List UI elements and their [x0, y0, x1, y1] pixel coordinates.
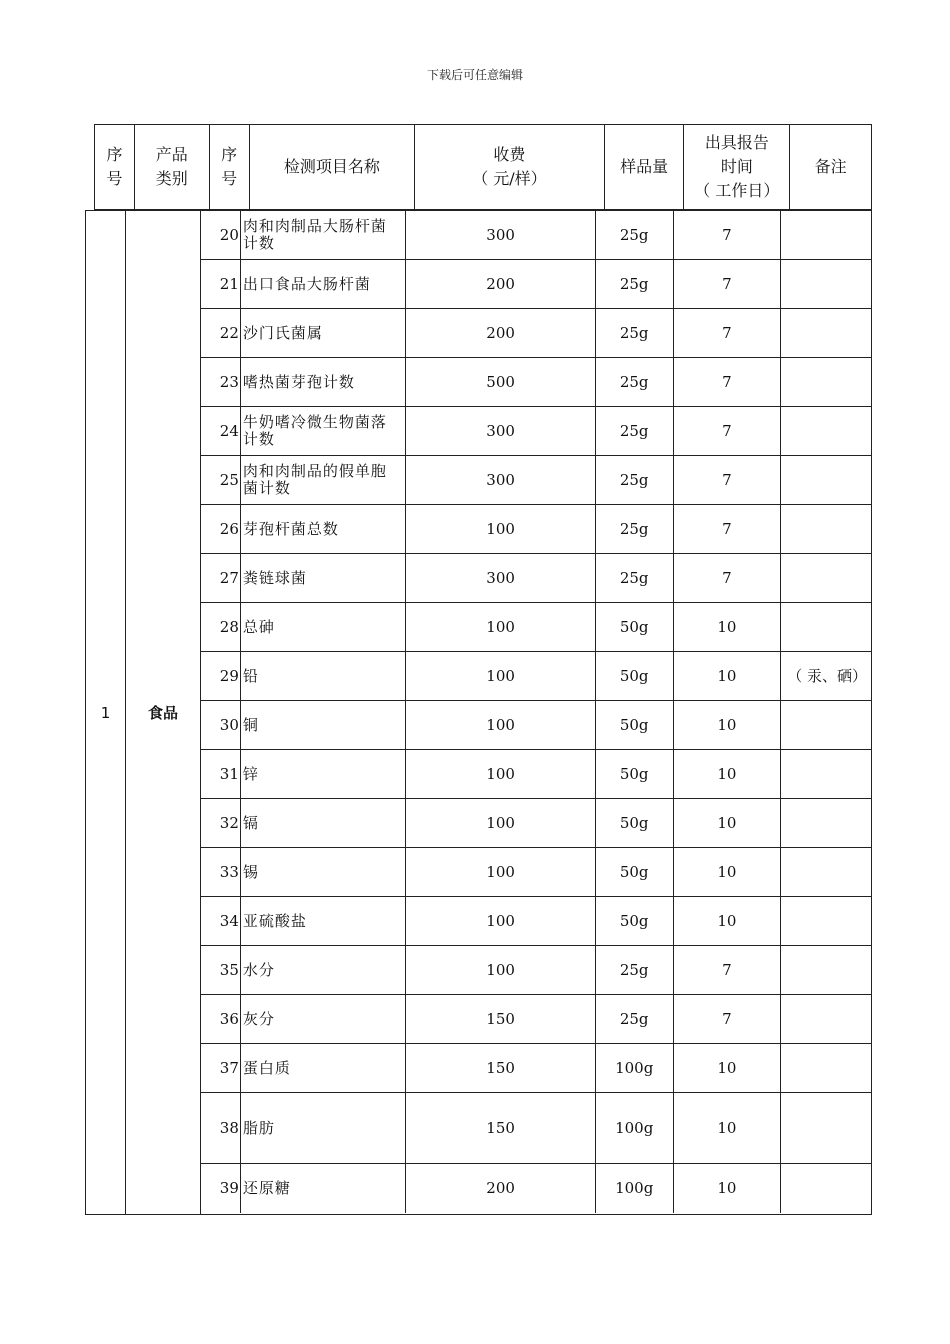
table-row [201, 897, 871, 946]
group-seq: 1 [86, 211, 126, 1214]
item-name-cell: 灰分 [241, 995, 407, 1043]
sample-qty-cell: 25g [596, 456, 674, 504]
item-no-cell: 28 [201, 603, 241, 651]
report-days-cell: 10 [674, 652, 782, 700]
fee-cell: 100 [406, 946, 595, 994]
sample-qty-cell: 50g [596, 848, 674, 896]
report-days-cell: 7 [674, 505, 782, 553]
item-no-cell: 25 [201, 456, 241, 504]
report-days-cell: 7 [674, 456, 782, 504]
report-days-cell: 7 [674, 260, 782, 308]
fee-cell: 500 [406, 358, 595, 406]
sample-qty-cell: 25g [596, 309, 674, 357]
header-item-name: 检测项目名称 [250, 125, 416, 209]
item-name-cell: 总砷 [241, 603, 407, 651]
fee-cell: 200 [406, 1164, 595, 1213]
note-cell [781, 750, 871, 798]
report-days-cell: 7 [674, 995, 782, 1043]
note-cell [781, 1044, 871, 1092]
note-cell [781, 554, 871, 602]
item-no-cell: 26 [201, 505, 241, 553]
item-name-cell: 嗜热菌芽孢计数 [241, 358, 407, 406]
watermark-text: 下载后可任意编辑 [426, 68, 523, 82]
item-name-cell: 出口食品大肠杆菌 [241, 260, 407, 308]
fee-cell: 300 [406, 407, 595, 455]
report-days-cell: 7 [674, 309, 782, 357]
note-cell: （ 汞、硒） [787, 666, 868, 685]
item-no-cell: 31 [201, 750, 241, 798]
note-cell [781, 407, 871, 455]
header-category: 产品 类别 [135, 125, 210, 209]
table-row [201, 799, 871, 848]
header-fee: 收费 （ 元/样） [415, 125, 605, 209]
item-name-cell: 亚硫酸盐 [241, 897, 407, 945]
header-seq: 序 号 [95, 125, 135, 209]
note-cell [781, 799, 871, 847]
report-days-cell: 10 [674, 603, 782, 651]
fee-cell: 100 [406, 701, 595, 749]
fee-cell: 150 [406, 995, 595, 1043]
note-cell [781, 848, 871, 896]
table-row [201, 1093, 871, 1164]
table-row [201, 211, 871, 260]
sample-qty-cell: 25g [596, 358, 674, 406]
fee-cell: 100 [406, 799, 595, 847]
item-no-cell: 27 [201, 554, 241, 602]
report-days-cell: 7 [674, 554, 782, 602]
item-no-cell: 38 [201, 1093, 241, 1163]
table-row [201, 407, 871, 456]
table-row [201, 1164, 871, 1213]
fee-cell: 100 [406, 848, 595, 896]
table-body [85, 210, 872, 1215]
sample-qty-cell: 50g [596, 652, 674, 700]
table-row [201, 260, 871, 309]
item-rows [201, 211, 871, 1213]
item-no-cell: 32 [201, 799, 241, 847]
report-days-cell: 10 [674, 1093, 782, 1163]
fee-cell: 150 [406, 1093, 595, 1163]
fee-cell: 200 [406, 260, 595, 308]
fee-cell: 100 [406, 603, 595, 651]
item-no-cell: 34 [201, 897, 241, 945]
item-no-cell: 22 [201, 309, 241, 357]
item-name-cell: 镉 [241, 799, 407, 847]
table-header [94, 124, 872, 210]
note-cell [781, 505, 871, 553]
note-cell [781, 603, 871, 651]
table-row [201, 946, 871, 995]
item-no-cell: 37 [201, 1044, 241, 1092]
sample-qty-cell: 25g [596, 407, 674, 455]
note-cell [781, 701, 871, 749]
note-cell [781, 1093, 871, 1163]
item-name-cell: 铜 [241, 701, 407, 749]
report-days-cell: 7 [674, 407, 782, 455]
table-row [201, 603, 871, 652]
sample-qty-cell: 50g [596, 799, 674, 847]
sample-qty-cell: 100g [596, 1164, 674, 1213]
item-no-cell: 20 [201, 211, 241, 259]
table-row [201, 456, 871, 505]
report-days-cell: 10 [674, 701, 782, 749]
note-cell [781, 211, 871, 259]
item-name-cell: 肉和肉制品的假单胞菌计数 [241, 456, 407, 504]
header-sample-qty: 样品量 [605, 125, 685, 209]
item-name-cell: 芽孢杆菌总数 [241, 505, 407, 553]
item-name-cell: 脂肪 [241, 1093, 407, 1163]
sample-qty-cell: 100g [596, 1093, 674, 1163]
item-name-cell: 还原糖 [241, 1164, 407, 1213]
item-no-cell: 23 [201, 358, 241, 406]
report-days-cell: 7 [674, 358, 782, 406]
item-no-cell: 36 [201, 995, 241, 1043]
table-row [201, 701, 871, 750]
report-days-cell: 7 [674, 211, 782, 259]
note-cell [781, 358, 871, 406]
fee-cell: 100 [406, 652, 595, 700]
item-name-cell: 锌 [241, 750, 407, 798]
item-no-cell: 21 [201, 260, 241, 308]
report-days-cell: 10 [674, 1164, 782, 1213]
table-row [201, 995, 871, 1044]
item-no-cell: 39 [201, 1164, 241, 1213]
table-row [201, 505, 871, 554]
report-days-cell: 10 [674, 1044, 782, 1092]
report-days-cell: 7 [674, 946, 782, 994]
sample-qty-cell: 25g [596, 946, 674, 994]
table-row [201, 309, 871, 358]
table-row [201, 1044, 871, 1093]
item-no-cell: 24 [201, 407, 241, 455]
header-report-time: 出具报告 时间 （ 工作日） [684, 125, 790, 209]
note-cell [781, 1164, 871, 1213]
sample-qty-cell: 50g [596, 897, 674, 945]
item-name-cell: 沙门氏菌属 [241, 309, 407, 357]
sample-qty-cell: 25g [596, 211, 674, 259]
note-cell [781, 260, 871, 308]
sample-qty-cell: 25g [596, 554, 674, 602]
fee-cell: 300 [406, 456, 595, 504]
fee-cell: 200 [406, 309, 595, 357]
item-name-cell: 牛奶嗜冷微生物菌落计数 [241, 407, 407, 455]
report-days-cell: 10 [674, 799, 782, 847]
sample-qty-cell: 100g [596, 1044, 674, 1092]
item-name-cell: 锡 [241, 848, 407, 896]
table-row [201, 848, 871, 897]
sample-qty-cell: 25g [596, 995, 674, 1043]
fee-cell: 100 [406, 897, 595, 945]
sample-qty-cell: 25g [596, 260, 674, 308]
item-name-cell: 粪链球菌 [241, 554, 407, 602]
fee-cell: 300 [406, 554, 595, 602]
sample-qty-cell: 50g [596, 603, 674, 651]
item-no-cell: 30 [201, 701, 241, 749]
fee-cell: 100 [406, 750, 595, 798]
item-no-cell: 33 [201, 848, 241, 896]
report-days-cell: 10 [674, 848, 782, 896]
fee-cell: 300 [406, 211, 595, 259]
table-row [201, 554, 871, 603]
item-name-cell: 肉和肉制品大肠杆菌计数 [241, 211, 407, 259]
note-cell [781, 456, 871, 504]
table-row [201, 652, 871, 701]
report-days-cell: 10 [674, 897, 782, 945]
header-note: 备注 [814, 157, 847, 176]
item-name-cell: 水分 [241, 946, 407, 994]
item-name-cell: 蛋白质 [241, 1044, 407, 1092]
sample-qty-cell: 25g [596, 505, 674, 553]
fee-cell: 100 [406, 505, 595, 553]
item-no-cell: 29 [201, 652, 241, 700]
note-cell [781, 946, 871, 994]
item-name-cell: 铅 [241, 652, 407, 700]
item-no-cell: 35 [201, 946, 241, 994]
sample-qty-cell: 50g [596, 750, 674, 798]
report-days-cell: 10 [674, 750, 782, 798]
table-row [201, 750, 871, 799]
note-cell [781, 995, 871, 1043]
header-item-no: 序 号 [210, 125, 250, 209]
table-row [201, 358, 871, 407]
group-category: 食品 [126, 211, 201, 1214]
note-cell [781, 897, 871, 945]
sample-qty-cell: 50g [596, 701, 674, 749]
note-cell [781, 309, 871, 357]
fee-cell: 150 [406, 1044, 595, 1092]
